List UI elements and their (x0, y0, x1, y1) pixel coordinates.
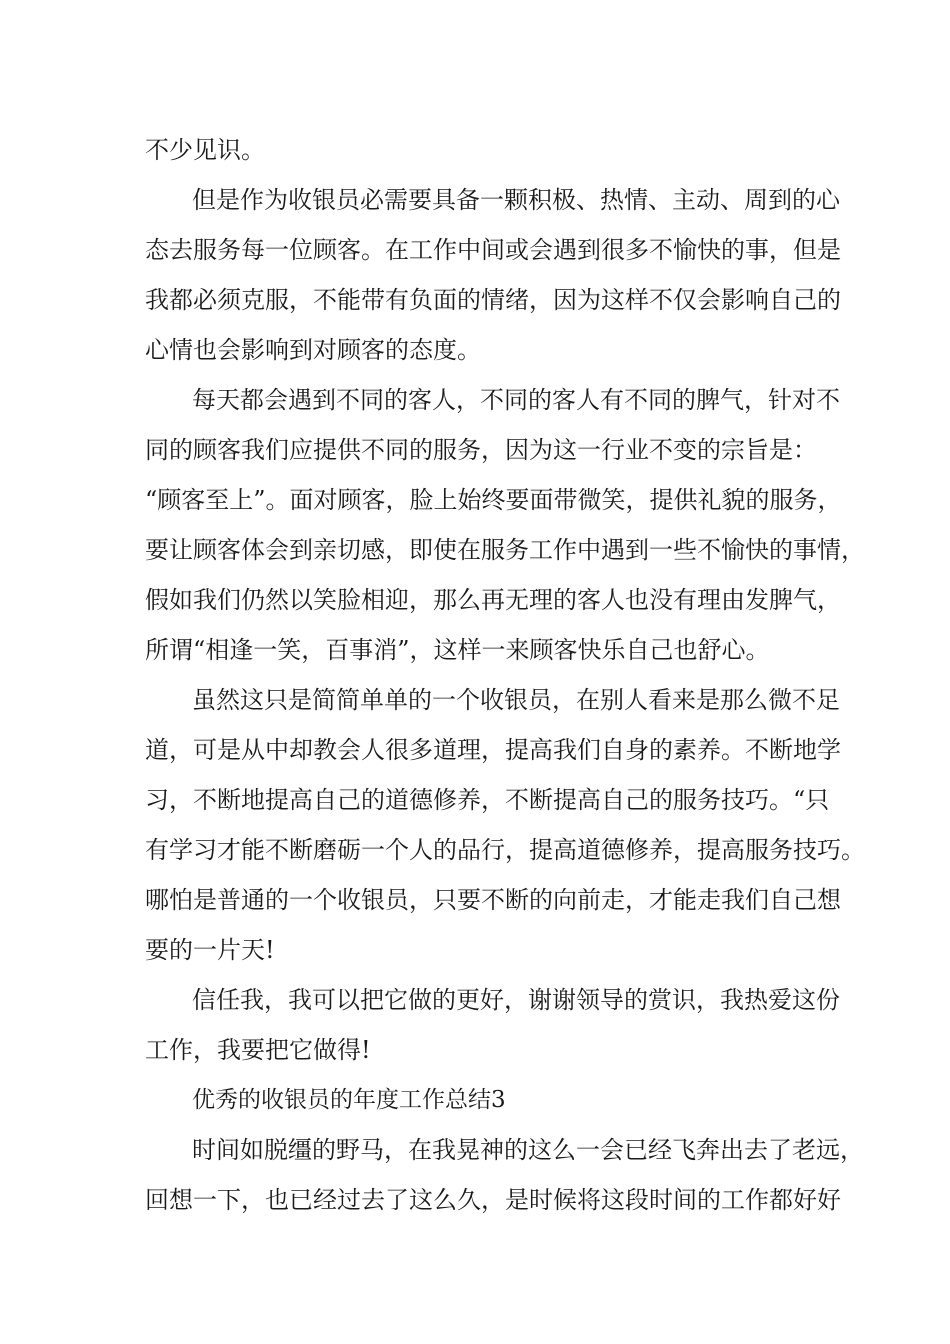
section-heading: 优秀的收银员的年度工作总结3 (192, 1087, 506, 1113)
text-line: “顾客至上”。面对顾客，脸上始终要面带微笑，提供礼貌的服务， (145, 486, 842, 514)
text-line: 哪怕是普通的一个收银员，只要不断的向前走，才能走我们自己想 (145, 886, 841, 914)
text-line: 有学习才能不断磨砺一个人的品行，提高道德修养，提高服务技巧。 (145, 836, 865, 864)
text-line: 所谓“相逢一笑，百事消”，这样一来顾客快乐自己也舒心。 (145, 636, 770, 664)
text-line: 我都必须克服，不能带有负面的情绪，因为这样不仅会影响自己的 (145, 286, 841, 314)
text-line: 态去服务每一位顾客。在工作中间或会遇到很多不愉快的事，但是 (145, 236, 841, 264)
text-line: 同的顾客我们应提供不同的服务，因为这一行业不变的宗旨是： (145, 436, 817, 464)
text-line: 不少见识。 (145, 136, 265, 164)
paragraph-first-line: 信任我，我可以把它做的更好，谢谢领导的赏识，我热爱这份 (192, 986, 840, 1014)
paragraph-first-line: 但是作为收银员必需要具备一颗积极、热情、主动、周到的心 (192, 186, 840, 214)
paragraph-first-line: 每天都会遇到不同的客人，不同的客人有不同的脾气，针对不 (192, 386, 840, 414)
text-line: 要让顾客体会到亲切感，即使在服务工作中遇到一些不愉快的事情， (145, 536, 865, 564)
text-line: 道，可是从中却教会人很多道理，提高我们自身的素养。不断地学 (145, 736, 841, 764)
paragraph-first-line: 虽然这只是简简单单的一个收银员，在别人看来是那么微不足 (192, 686, 840, 714)
text-line: 工作，我要把它做得! (145, 1036, 371, 1064)
text-line: 假如我们仍然以笑脸相迎，那么再无理的客人也没有理由发脾气， (145, 586, 841, 614)
text-line: 要的一片天! (145, 936, 275, 964)
paragraph-first-line: 时间如脱缰的野马，在我晃神的这么一会已经飞奔出去了老远， (192, 1136, 864, 1164)
text-line: 心情也会影响到对顾客的态度。 (145, 336, 481, 364)
text-line: 回想一下，也已经过去了这么久，是时候将这段时间的工作都好好 (145, 1186, 841, 1214)
text-line: 习，不断地提高自己的道德修养，不断提高自己的服务技巧。“只 (145, 786, 830, 814)
